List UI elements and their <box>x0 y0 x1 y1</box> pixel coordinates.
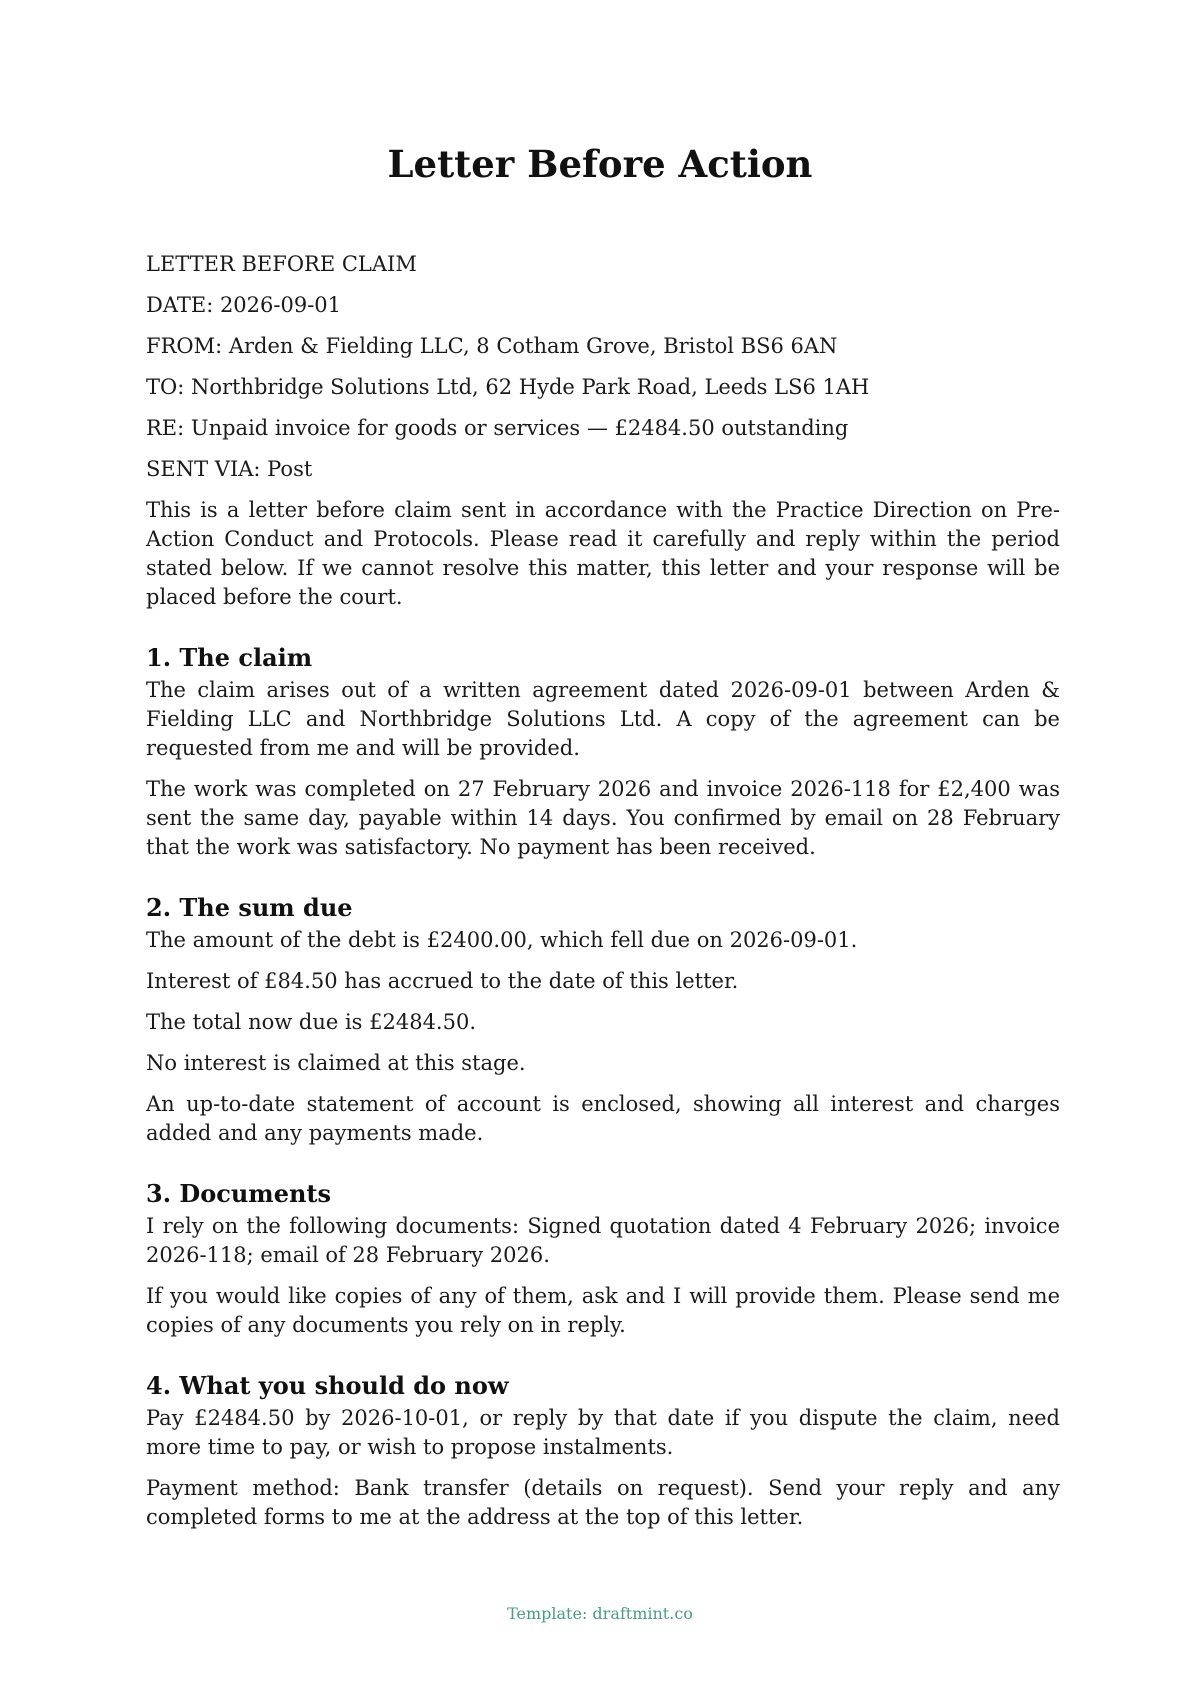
section-paragraph: Payment method: Bank transfer (details on request). Send your reply and any completed forms to me at the address at the top of this letter. <box>146 1476 1060 1529</box>
section-paragraph: No interest is claimed at this stage. <box>146 1051 526 1075</box>
letter-body <box>146 250 1060 1544</box>
section-heading: 3. Documents <box>146 1179 332 1208</box>
section-paragraph: If you would like copies of any of them, ask and I will provide them. Please send me copies of any documents you rely on in reply. <box>146 1284 1060 1337</box>
letter-type-label: LETTER BEFORE CLAIM <box>146 252 417 276</box>
template-footer: Template: draftmint.co <box>507 1604 693 1623</box>
section-what-to-do <box>146 1370 1060 1532</box>
section-paragraph: The work was completed on 27 February 2026 and invoice 2026-118 for £2,400 was sent the same day, payable within 14 days. You confirmed by email on 28 February that the work was satisfactory. No payment has been received. <box>146 777 1060 859</box>
section-paragraph: The claim arises out of a written agreement dated 2026-09-01 between Arden & Fielding LLC and Northbridge Solutions Ltd. A copy of the agreement can be requested from me and will be provided. <box>146 678 1060 760</box>
section-paragraph: The amount of the debt is £2400.00, which fell due on 2026-09-01. <box>146 928 858 952</box>
letter-sent-via: SENT VIA: Post <box>146 457 313 481</box>
section-paragraph: I rely on the following documents: Signed quotation dated 4 February 2026; invoice 2026-118; email of 28 February 2026. <box>146 1214 1060 1267</box>
intro-paragraph: This is a letter before claim sent in accordance with the Practice Direction on Pre-Action Conduct and Protocols. Please read it carefully and reply within the period stated below. If we cannot resolve this matter, this letter and your response will be placed before the court. <box>146 498 1060 609</box>
section-heading: 1. The claim <box>146 643 313 672</box>
letter-date: DATE: 2026-09-01 <box>146 293 342 317</box>
section-heading: 2. The sum due <box>146 893 353 922</box>
letter-subject: RE: Unpaid invoice for goods or services — £2484.50 outstanding <box>146 416 849 440</box>
section-paragraph: Interest of £84.50 has accrued to the date of this letter. <box>146 969 739 993</box>
section-paragraph: Pay £2484.50 by 2026-10-01, or reply by that date if you dispute the claim, need more time to pay, or wish to propose instalments. <box>146 1406 1060 1459</box>
letter-to: TO: Northbridge Solutions Ltd, 62 Hyde Park Road, Leeds LS6 1AH <box>146 375 870 399</box>
document-title: Letter Before Action <box>387 142 813 186</box>
section-paragraph: An up-to-date statement of account is enclosed, showing all interest and charges added and any payments made. <box>146 1092 1060 1145</box>
section-paragraph: The total now due is £2484.50. <box>146 1010 477 1034</box>
section-documents <box>146 1178 1060 1340</box>
letter-from: FROM: Arden & Fielding LLC, 8 Cotham Grove, Bristol BS6 6AN <box>146 334 838 358</box>
letter-header <box>146 250 1060 484</box>
section-heading: 4. What you should do now <box>146 1371 509 1400</box>
section-sum-due <box>146 892 1060 1148</box>
section-the-claim <box>146 642 1060 862</box>
